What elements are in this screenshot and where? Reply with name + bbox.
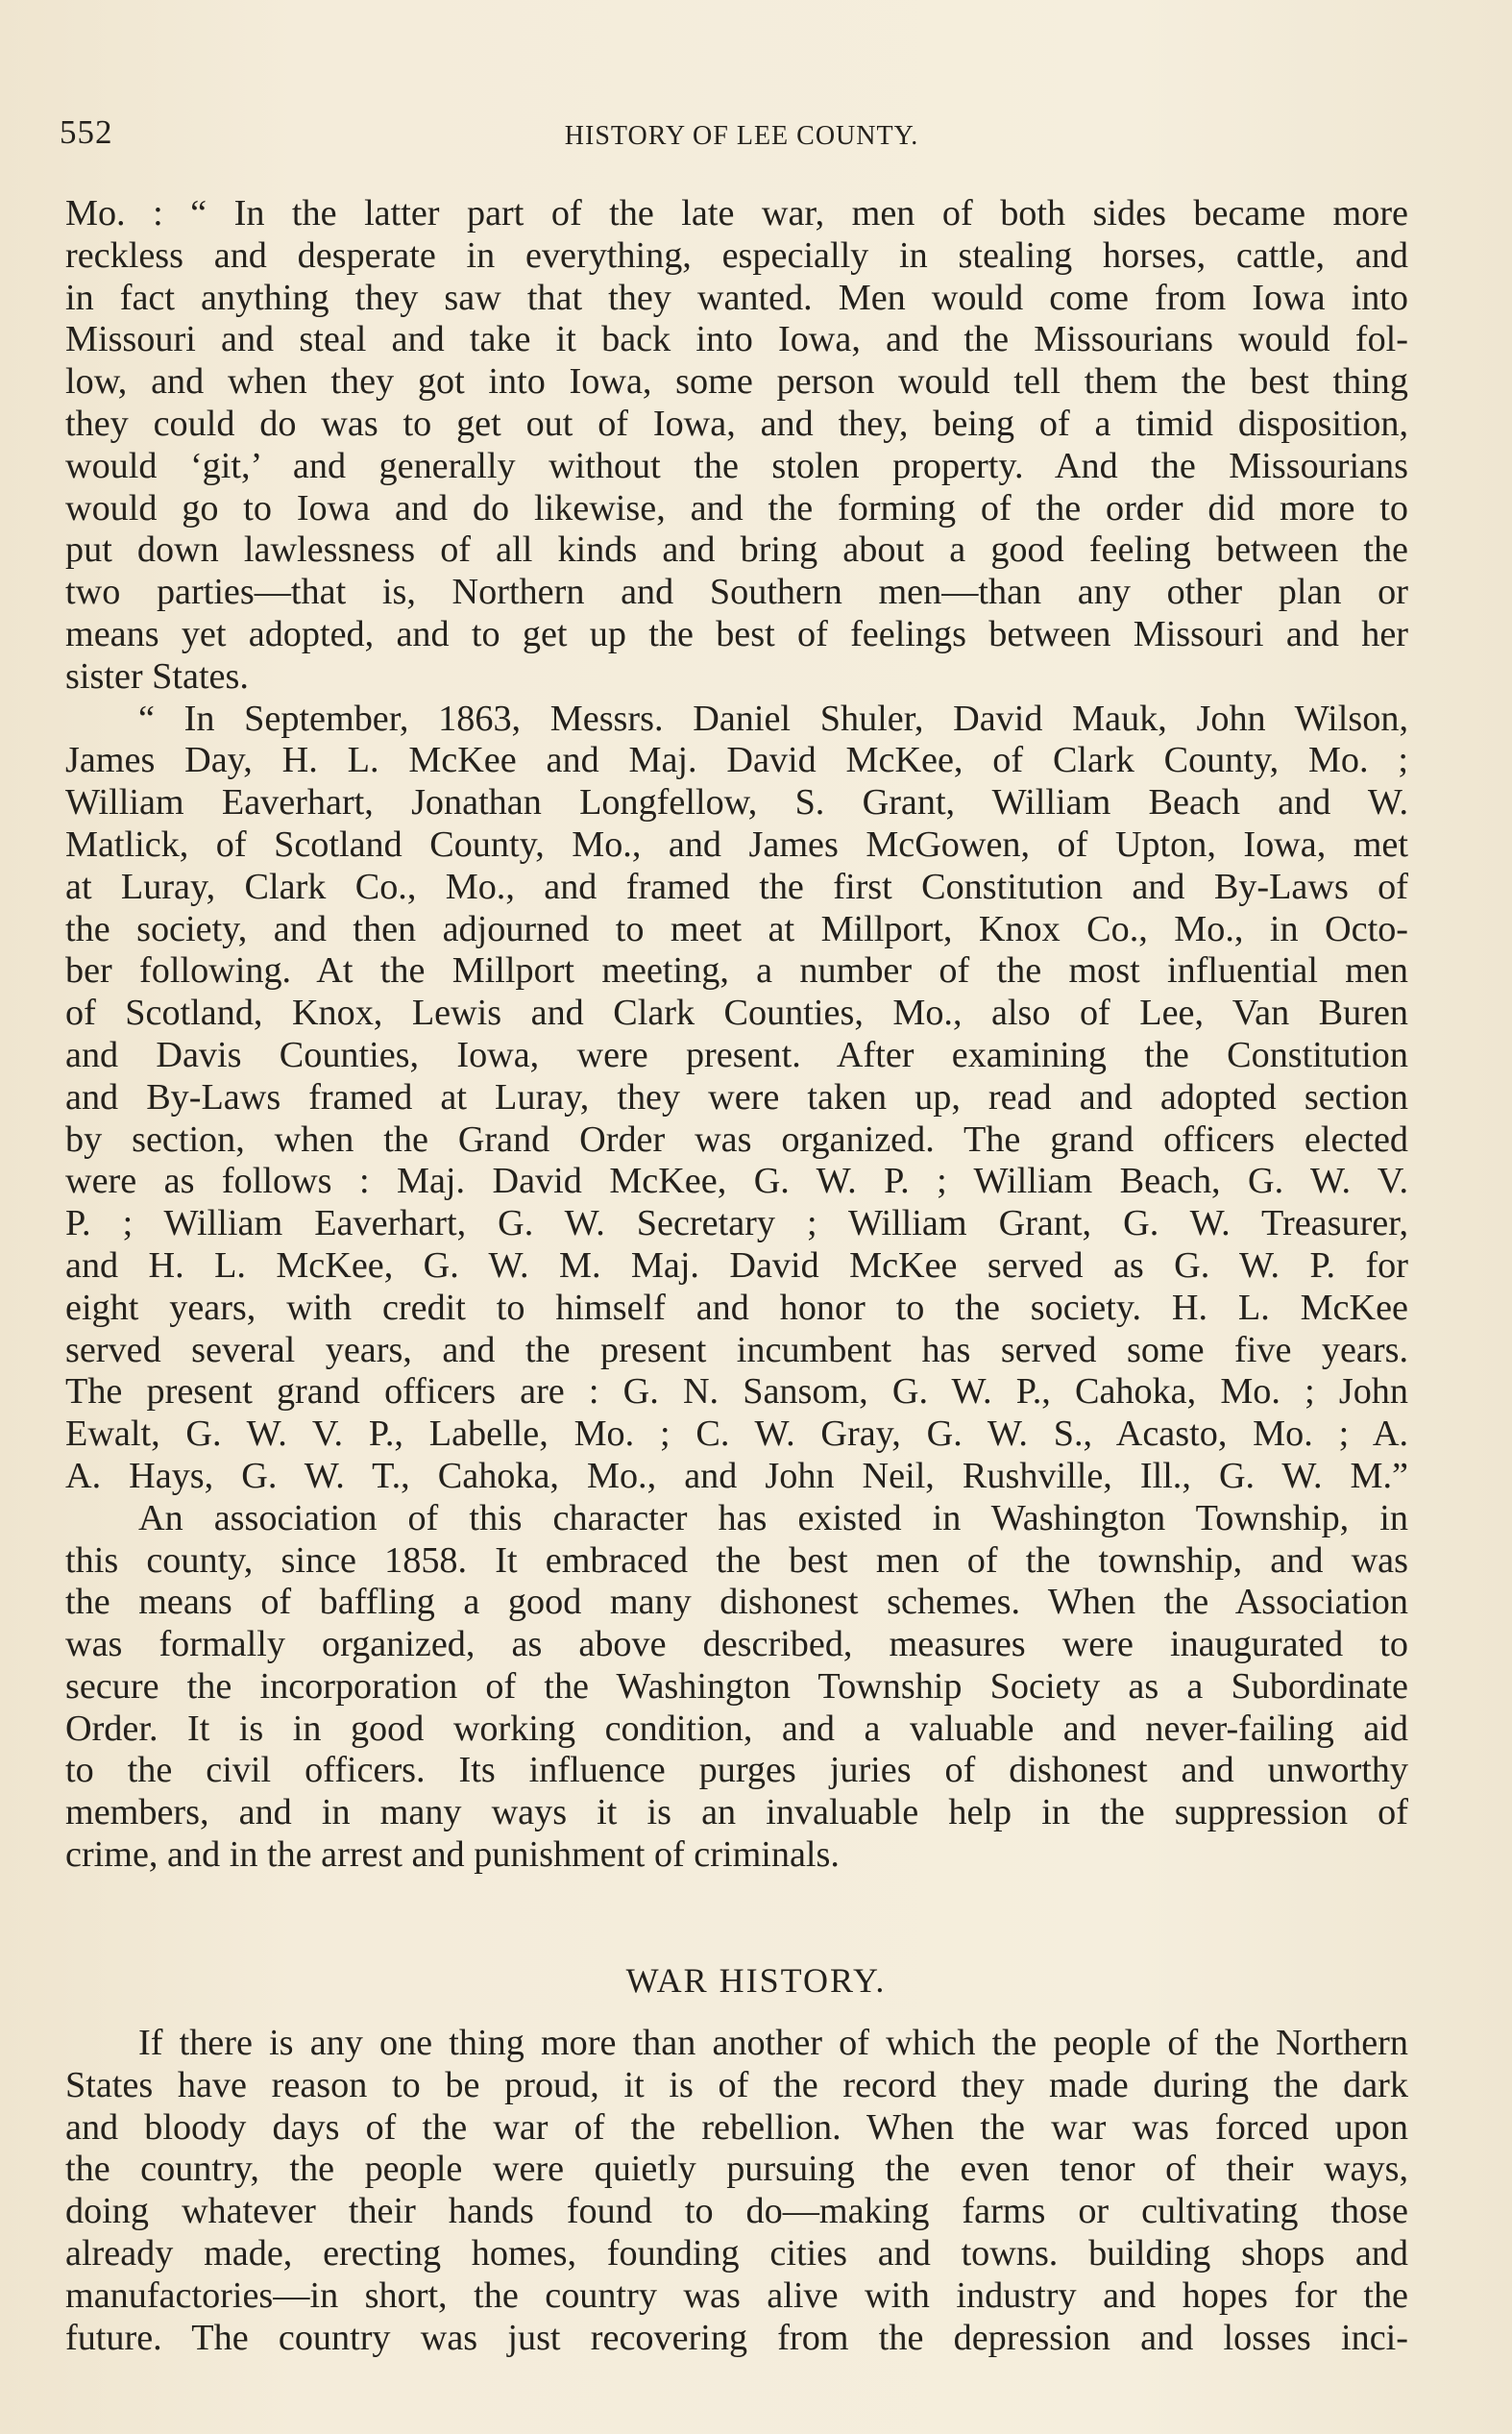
text-line: and bloody days of the war of the rebellion. When the war was forced upon bbox=[65, 2106, 1408, 2148]
text-line: William Eaverhart, Jonathan Longfellow, S. Grant, William Beach and W. bbox=[65, 782, 1408, 824]
text-line: James Day, H. L. McKee and Maj. David McKee, of Clark County, Mo. ; bbox=[65, 740, 1408, 781]
text-line: by section, when the Grand Order was organized. The grand officers elected bbox=[65, 1119, 1408, 1160]
text-line: The present grand officers are : G. N. Sansom, G. W. P., Cahoka, Mo. ; John bbox=[65, 1371, 1408, 1413]
text-line: members, and in many ways it is an invaluable help in the suppression of bbox=[65, 1792, 1408, 1833]
text-line: served several years, and the present incumbent has served some five years. bbox=[65, 1329, 1408, 1370]
page-number: 552 bbox=[60, 113, 113, 151]
text-line: ber following. At the Millport meeting, a number of the most influential men bbox=[65, 950, 1408, 992]
text-line: put down lawlessness of all kinds and bring about a good feeling between the bbox=[65, 529, 1408, 571]
text-line: and Davis Counties, Iowa, were present. After examining the Constitution bbox=[65, 1034, 1408, 1075]
text-line: manufactories—in short, the country was alive with industry and hopes for the bbox=[65, 2274, 1408, 2316]
page-header bbox=[60, 113, 1424, 161]
text-line: future. The country was just recovering from the depression and losses inci- bbox=[65, 2317, 1408, 2358]
text-line: already made, erecting homes, founding cities and towns. building shops and bbox=[65, 2232, 1408, 2274]
text-line: sister States. bbox=[65, 655, 249, 697]
text-line: crime, and in the arrest and punishment of criminals. bbox=[65, 1834, 840, 1876]
text-line: Missouri and steal and take it back into Iowa, and the Missourians would fol- bbox=[65, 319, 1408, 360]
text-line: would ‘git,’ and generally without the stolen property. And the Missourians bbox=[65, 445, 1408, 486]
text-line: were as follows : Maj. David McKee, G. W. P. ; William Beach, G. W. V. bbox=[65, 1161, 1408, 1202]
text-line: Matlick, of Scotland County, Mo., and James McGowen, of Upton, Iowa, met bbox=[65, 824, 1408, 865]
text-line: and H. L. McKee, G. W. M. Maj. David McKee served as G. W. P. for bbox=[65, 1244, 1408, 1286]
text-line: the society, and then adjourned to meet at Millport, Knox Co., Mo., in Octo- bbox=[65, 908, 1408, 949]
text-line: doing whatever their hands found to do—making farms or cultivating those bbox=[65, 2191, 1408, 2232]
text-line: of Scotland, Knox, Lewis and Clark Counties, Mo., also of Lee, Van Buren bbox=[65, 993, 1408, 1034]
text-line: States have reason to be proud, it is of the record they made during the dark bbox=[65, 2064, 1408, 2105]
text-line: A. Hays, G. W. T., Cahoka, Mo., and John Neil, Rushville, Ill., G. W. M.” bbox=[65, 1455, 1408, 1496]
text-line: the country, the people were quietly pursuing the even tenor of their ways, bbox=[65, 2149, 1408, 2190]
text-line: “ In September, 1863, Messrs. Daniel Shuler, David Mauk, John Wilson, bbox=[138, 698, 1408, 739]
first-section-text bbox=[65, 193, 1408, 1877]
text-line: to the civil officers. Its influence purges juries of dishonest and unworthy bbox=[65, 1750, 1408, 1791]
text-line: Order. It is in good working condition, and a valuable and never-failing aid bbox=[65, 1708, 1408, 1749]
text-line: they could do was to get out of Iowa, and they, being of a timid disposition, bbox=[65, 403, 1408, 444]
text-line: secure the incorporation of the Washington Township Society as a Subordinate bbox=[65, 1665, 1408, 1707]
text-line: If there is any one thing more than another of which the people of the Northern bbox=[138, 2023, 1408, 2063]
text-line: eight years, with credit to himself and honor to the society. H. L. McKee bbox=[65, 1287, 1408, 1328]
text-line: and By-Laws framed at Luray, they were taken up, read and adopted section bbox=[65, 1076, 1408, 1118]
text-line: low, and when they got into Iowa, some person would tell them the best thing bbox=[65, 361, 1408, 403]
text-line: P. ; William Eaverhart, G. W. Secretary ; William Grant, G. W. Treasurer, bbox=[65, 1203, 1408, 1244]
text-line: this county, since 1858. It embraced the best men of the township, and was bbox=[65, 1539, 1408, 1581]
text-line: An association of this character has existed in Washington Township, in bbox=[138, 1497, 1408, 1538]
text-line: at Luray, Clark Co., Mo., and framed the first Constitution and By-Laws of bbox=[65, 866, 1408, 907]
war-history-text bbox=[65, 2023, 1408, 2359]
text-line: would go to Iowa and do likewise, and the forming of the order did more to bbox=[65, 487, 1408, 529]
text-line: Ewalt, G. W. V. P., Labelle, Mo. ; C. W. Gray, G. W. S., Acasto, Mo. ; A. bbox=[65, 1414, 1408, 1455]
text-line: was formally organized, as above described, measures were inaugurated to bbox=[65, 1624, 1408, 1665]
running-title: HISTORY OF LEE COUNTY. bbox=[564, 121, 919, 151]
text-line: the means of baffling a good many dishonest schemes. When the Association bbox=[65, 1582, 1408, 1623]
text-line: in fact anything they saw that they wanted. Men would come from Iowa into bbox=[65, 277, 1408, 318]
text-line: Mo. : “ In the latter part of the late war, men of both sides became more bbox=[65, 193, 1408, 234]
text-line: two parties—that is, Northern and Southern men—than any other plan or bbox=[65, 572, 1408, 613]
section-heading-war-history: WAR HISTORY. bbox=[625, 1961, 887, 2000]
text-line: reckless and desperate in everything, especially in stealing horses, cattle, and bbox=[65, 234, 1408, 276]
text-line: means yet adopted, and to get up the best of feelings between Missouri and her bbox=[65, 613, 1408, 654]
